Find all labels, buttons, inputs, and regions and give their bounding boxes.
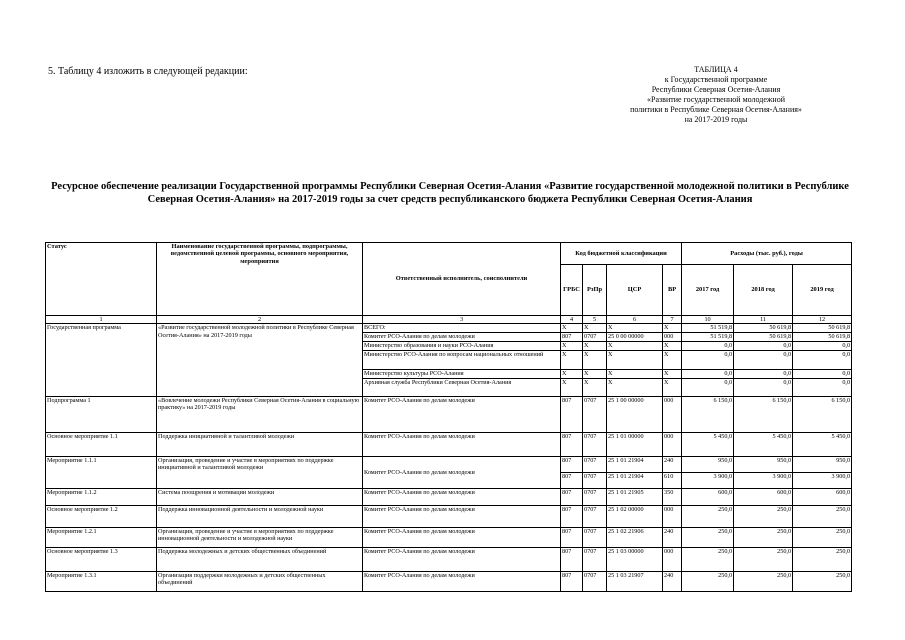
executor-cell: Комитет РСО-Алания по делам молодежи [363,332,561,341]
table-row [46,432,852,456]
appendix-note [596,65,836,125]
appendix-line: политики в Республике Северная Осетия-Алания» [630,105,802,114]
value-2018: 250,0 [734,505,793,527]
appendix-line: «Развитие государственной молодежной [647,95,785,104]
header-csr: ЦСР [607,265,663,316]
csr-cell: 25 1 01 21904 [607,456,663,472]
vr-cell: X [663,378,682,396]
table-row [46,324,852,332]
executor-cell: Комитет РСО-Алания по делам молодежи [363,432,561,456]
vr-cell: 240 [663,527,682,547]
value-2017: 0,0 [682,350,734,369]
name-cell: Поддержка инициативной и талантливой молодежи [157,432,363,456]
column-number: 3 [363,316,561,324]
value-2017: 250,0 [682,505,734,527]
name-cell: Поддержка молодежных и детских общественных объединений [157,547,363,571]
grbs-cell: 807 [561,505,583,527]
csr-cell: 25 1 03 21907 [607,571,663,591]
intro-text: 5. Таблицу 4 изложить в следующей редакции: [48,66,248,77]
name-cell: Организация, проведение и участие в мероприятиях по поддержке инновационной деятельности и молодежной науки [157,527,363,547]
value-2018: 50 619,8 [734,324,793,332]
column-number: 5 [583,316,607,324]
column-number: 12 [793,316,852,324]
value-2017: 3 900,0 [682,472,734,488]
rzpr-cell: X [583,350,607,369]
value-2017: 0,0 [682,369,734,378]
value-2017: 6 150,0 [682,396,734,432]
vr-cell: 610 [663,472,682,488]
grbs-cell: 807 [561,488,583,505]
name-cell: Организация поддержки молодежных и детских общественных объединений [157,571,363,591]
value-2017: 250,0 [682,571,734,591]
grbs-cell: 807 [561,571,583,591]
csr-cell: 25 1 01 21904 [607,472,663,488]
rzpr-cell: 0707 [583,547,607,571]
header-rzpr: РзПр [583,265,607,316]
grbs-cell: X [561,341,583,350]
value-2018: 5 450,0 [734,432,793,456]
executor-cell: Министерство культуры РСО-Алания [363,369,561,378]
column-number: 1 [46,316,157,324]
rzpr-cell: X [583,341,607,350]
csr-cell: 25 1 00 00000 [607,396,663,432]
rzpr-cell: X [583,324,607,332]
value-2019: 250,0 [793,505,852,527]
header-2017: 2017 год [682,265,734,316]
header-2018: 2018 год [734,265,793,316]
status-cell: Мероприятие 1.2.1 [46,527,157,547]
csr-cell: X [607,324,663,332]
grbs-cell: 807 [561,472,583,488]
status-cell: Мероприятие 1.3.1 [46,571,157,591]
value-2017: 950,0 [682,456,734,472]
grbs-cell: X [561,324,583,332]
column-number: 4 [561,316,583,324]
value-2019: 0,0 [793,350,852,369]
value-2019: 0,0 [793,378,852,396]
value-2017: 250,0 [682,527,734,547]
table-row [46,571,852,591]
value-2018: 3 900,0 [734,472,793,488]
grbs-cell: X [561,369,583,378]
name-cell: «Вовлечение молодежи Республики Северная Осетия-Алания в социальную практику» на 2017-2019 годы [157,396,363,432]
status-cell: Подпрограмма 1 [46,396,157,432]
grbs-cell: 807 [561,456,583,472]
value-2019: 0,0 [793,369,852,378]
table-row [46,547,852,571]
column-number: 2 [157,316,363,324]
table-row [46,488,852,505]
value-2019: 250,0 [793,527,852,547]
value-2018: 0,0 [734,350,793,369]
rzpr-cell: 0707 [583,432,607,456]
vr-cell: X [663,369,682,378]
rzpr-cell: 0707 [583,332,607,341]
executor-cell: Министерство образования и науки РСО-Алания [363,341,561,350]
appendix-line: Республики Северная Осетия-Алания [651,85,781,94]
status-cell: Основное мероприятие 1.2 [46,505,157,527]
executor-cell: ВСЕГО: [363,324,561,332]
value-2019: 6 150,0 [793,396,852,432]
grbs-cell: 807 [561,396,583,432]
rzpr-cell: 0707 [583,571,607,591]
appendix-line: к Государственной программе [664,75,768,84]
header-name: Наименование государственной программы, подпрограммы, ведомственной целевой программы, основного мероприятия, мероприятия [157,243,363,316]
header-grbs: ГРБС [561,265,583,316]
header-expenses: Расходы (тыс. руб.), годы [682,243,852,265]
value-2019: 250,0 [793,547,852,571]
column-number: 7 [663,316,682,324]
rzpr-cell: X [583,369,607,378]
csr-cell: 25 1 01 21905 [607,488,663,505]
value-2018: 250,0 [734,571,793,591]
status-cell: Мероприятие 1.1.2 [46,488,157,505]
header-budget-code: Код бюджетной классификации [561,243,682,265]
csr-cell: 25 1 02 21906 [607,527,663,547]
executor-cell: Министерство РСО-Алания по вопросам национальных отношений [363,350,561,369]
appendix-line: ТАБЛИЦА 4 [694,65,738,74]
vr-cell: 000 [663,547,682,571]
rzpr-cell: 0707 [583,396,607,432]
value-2018: 950,0 [734,456,793,472]
program-status: Государственная программа [46,324,157,396]
csr-cell: 25 1 02 00000 [607,505,663,527]
value-2018: 6 150,0 [734,396,793,432]
value-2019: 600,0 [793,488,852,505]
value-2017: 0,0 [682,378,734,396]
grbs-cell: 807 [561,432,583,456]
value-2018: 600,0 [734,488,793,505]
executor-cell: Комитет РСО-Алания по делам молодежи [363,547,561,571]
csr-cell: X [607,378,663,396]
vr-cell: X [663,324,682,332]
value-2019: 3 900,0 [793,472,852,488]
vr-cell: 000 [663,432,682,456]
grbs-cell: 807 [561,332,583,341]
csr-cell: X [607,369,663,378]
column-number: 11 [734,316,793,324]
table-row [46,505,852,527]
vr-cell: X [663,350,682,369]
value-2018: 250,0 [734,527,793,547]
vr-cell: 350 [663,488,682,505]
vr-cell: X [663,341,682,350]
executor-cell: Комитет РСО-Алания по делам молодежи [363,488,561,505]
vr-cell: 000 [663,332,682,341]
executor-cell: Архивная служба Республики Северная Осетия-Алания [363,378,561,396]
value-2019: 950,0 [793,456,852,472]
value-2019: 0,0 [793,341,852,350]
grbs-cell: 807 [561,547,583,571]
rzpr-cell: 0707 [583,456,607,472]
resource-table [45,242,852,592]
value-2018: 50 619,8 [734,332,793,341]
value-2017: 51 519,8 [682,324,734,332]
executor-cell: Комитет РСО-Алания по делам молодежи [363,396,561,432]
csr-cell: X [607,341,663,350]
rzpr-cell: 0707 [583,527,607,547]
appendix-line: на 2017-2019 годы [684,115,748,124]
column-number-row [46,316,852,324]
name-cell: Организация, проведение и участие в мероприятиях по поддержке инициативной и талантливой молодежи [157,456,363,488]
vr-cell: 240 [663,571,682,591]
status-cell: Мероприятие 1.1.1 [46,456,157,488]
column-number: 10 [682,316,734,324]
rzpr-cell: 0707 [583,488,607,505]
status-cell: Основное мероприятие 1.3 [46,547,157,571]
header-executor: Ответственный исполнитель, соисполнители [363,243,561,316]
name-cell: Система поощрения и мотивации молодежи [157,488,363,505]
document-title: Ресурсное обеспечение реализации Государственной программы Республики Северная Осетия-Алания «Развитие государственной молодежной политики в Республике Северная Осетия-Алания» на 2017-2019 годы за счет средств республиканского бюджета Республики Северная Осетия-Алания [51,181,849,205]
column-number: 6 [607,316,663,324]
vr-cell: 000 [663,396,682,432]
csr-cell: 25 1 01 00000 [607,432,663,456]
executor-cell: Комитет РСО-Алания по делам молодежи [363,527,561,547]
value-2017: 600,0 [682,488,734,505]
value-2019: 250,0 [793,571,852,591]
program-name: «Развитие государственной молодежной политики в Республике Северная Осетия-Алания» на 2017-2019 годы [157,324,363,396]
value-2018: 0,0 [734,341,793,350]
header-2019: 2019 год [793,265,852,316]
value-2019: 50 619,8 [793,332,852,341]
vr-cell: 000 [663,505,682,527]
csr-cell: 25 0 00 00000 [607,332,663,341]
table-row [46,396,852,432]
executor-cell: Комитет РСО-Алания по делам молодежи [363,456,561,488]
vr-cell: 240 [663,456,682,472]
name-cell: Поддержка инновационной деятельности и молодежной науки [157,505,363,527]
csr-cell: 25 1 03 00000 [607,547,663,571]
table-row [46,527,852,547]
value-2018: 250,0 [734,547,793,571]
header-vr: ВР [663,265,682,316]
executor-cell: Комитет РСО-Алания по делам молодежи [363,505,561,527]
rzpr-cell: 0707 [583,505,607,527]
status-cell: Основное мероприятие 1.1 [46,432,157,456]
value-2017: 0,0 [682,341,734,350]
table-row [46,456,852,472]
rzpr-cell: X [583,378,607,396]
rzpr-cell: 0707 [583,472,607,488]
header-status: Статус [46,243,157,316]
executor-cell: Комитет РСО-Алания по делам молодежи [363,571,561,591]
value-2019: 5 450,0 [793,432,852,456]
value-2017: 250,0 [682,547,734,571]
value-2017: 51 519,8 [682,332,734,341]
value-2017: 5 450,0 [682,432,734,456]
value-2018: 0,0 [734,369,793,378]
csr-cell: X [607,350,663,369]
grbs-cell: X [561,350,583,369]
grbs-cell: 807 [561,527,583,547]
grbs-cell: X [561,378,583,396]
value-2019: 50 619,8 [793,324,852,332]
value-2018: 0,0 [734,378,793,396]
